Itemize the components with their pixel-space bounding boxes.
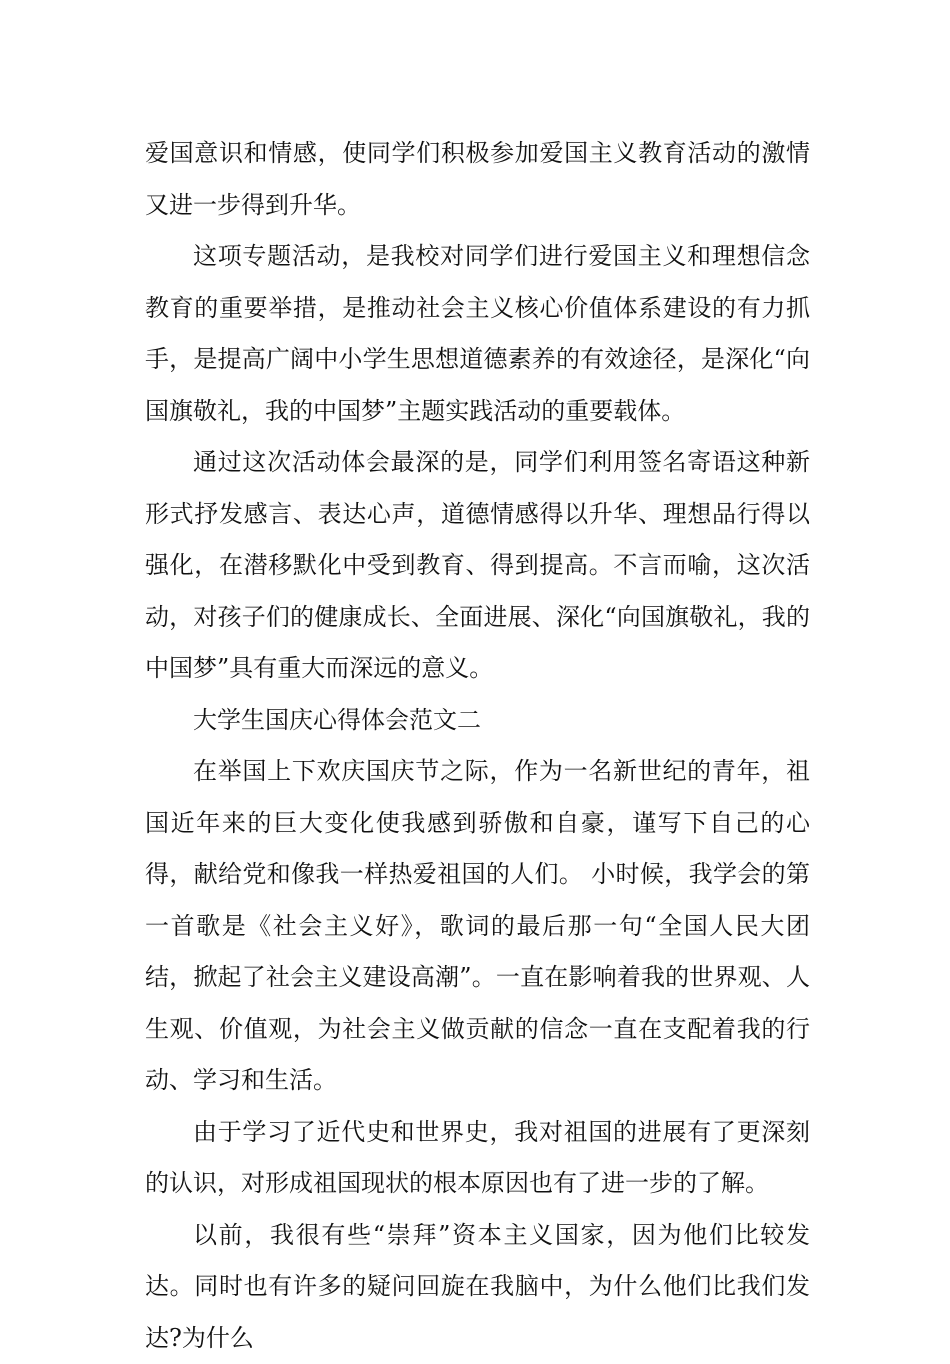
paragraph-2: 这项专题活动，是我校对同学们进行爱国主义和理想信念教育的重要举措，是推动社会主义核心价值体系建设的有力抓手，是提高广阔中小学生思想道德素养的有效途径，是深化“向国旗敬礼，我的中国梦”主题实践活动的重要载体。	[145, 231, 810, 437]
paragraph-6: 以前，我很有些“崇拜”资本主义国家，因为他们比较发达。同时也有许多的疑问回旋在我脑中，为什么他们比我们发达?为什么	[145, 1210, 810, 1364]
paragraph-1: 爱国意识和情感，使同学们积极参加爱国主义教育活动的激情又进一步得到升华。	[145, 128, 810, 231]
paragraph-3: 通过这次活动体会最深的是，同学们利用签名寄语这种新形式抒发感言、表达心声，道德情感得以升华、理想品行得以强化，在潜移默化中受到教育、得到提高。不言而喻，这次活动，对孩子们的健康成长、全面进展、深化“向国旗敬礼，我的中国梦”具有重大而深远的意义。	[145, 437, 810, 695]
document-body	[145, 128, 810, 1364]
section-heading: 大学生国庆心得体会范文二	[145, 695, 810, 747]
paragraph-5: 由于学习了近代史和世界史，我对祖国的进展有了更深刻的认识，对形成祖国现状的根本原因也有了进一步的了解。	[145, 1107, 810, 1210]
paragraph-4: 在举国上下欢庆国庆节之际，作为一名新世纪的青年，祖国近年来的巨大变化使我感到骄傲和自豪，谨写下自己的心得，献给党和像我一样热爱祖国的人们。 小时候，我学会的第一首歌是《社会主义好》，歌词的最后那一句“全国人民大团结，掀起了社会主义建设高潮”。一直在影响着我的世界观、人生观、价值观，为社会主义做贡献的信念一直在支配着我的行动、学习和生活。	[145, 746, 810, 1107]
